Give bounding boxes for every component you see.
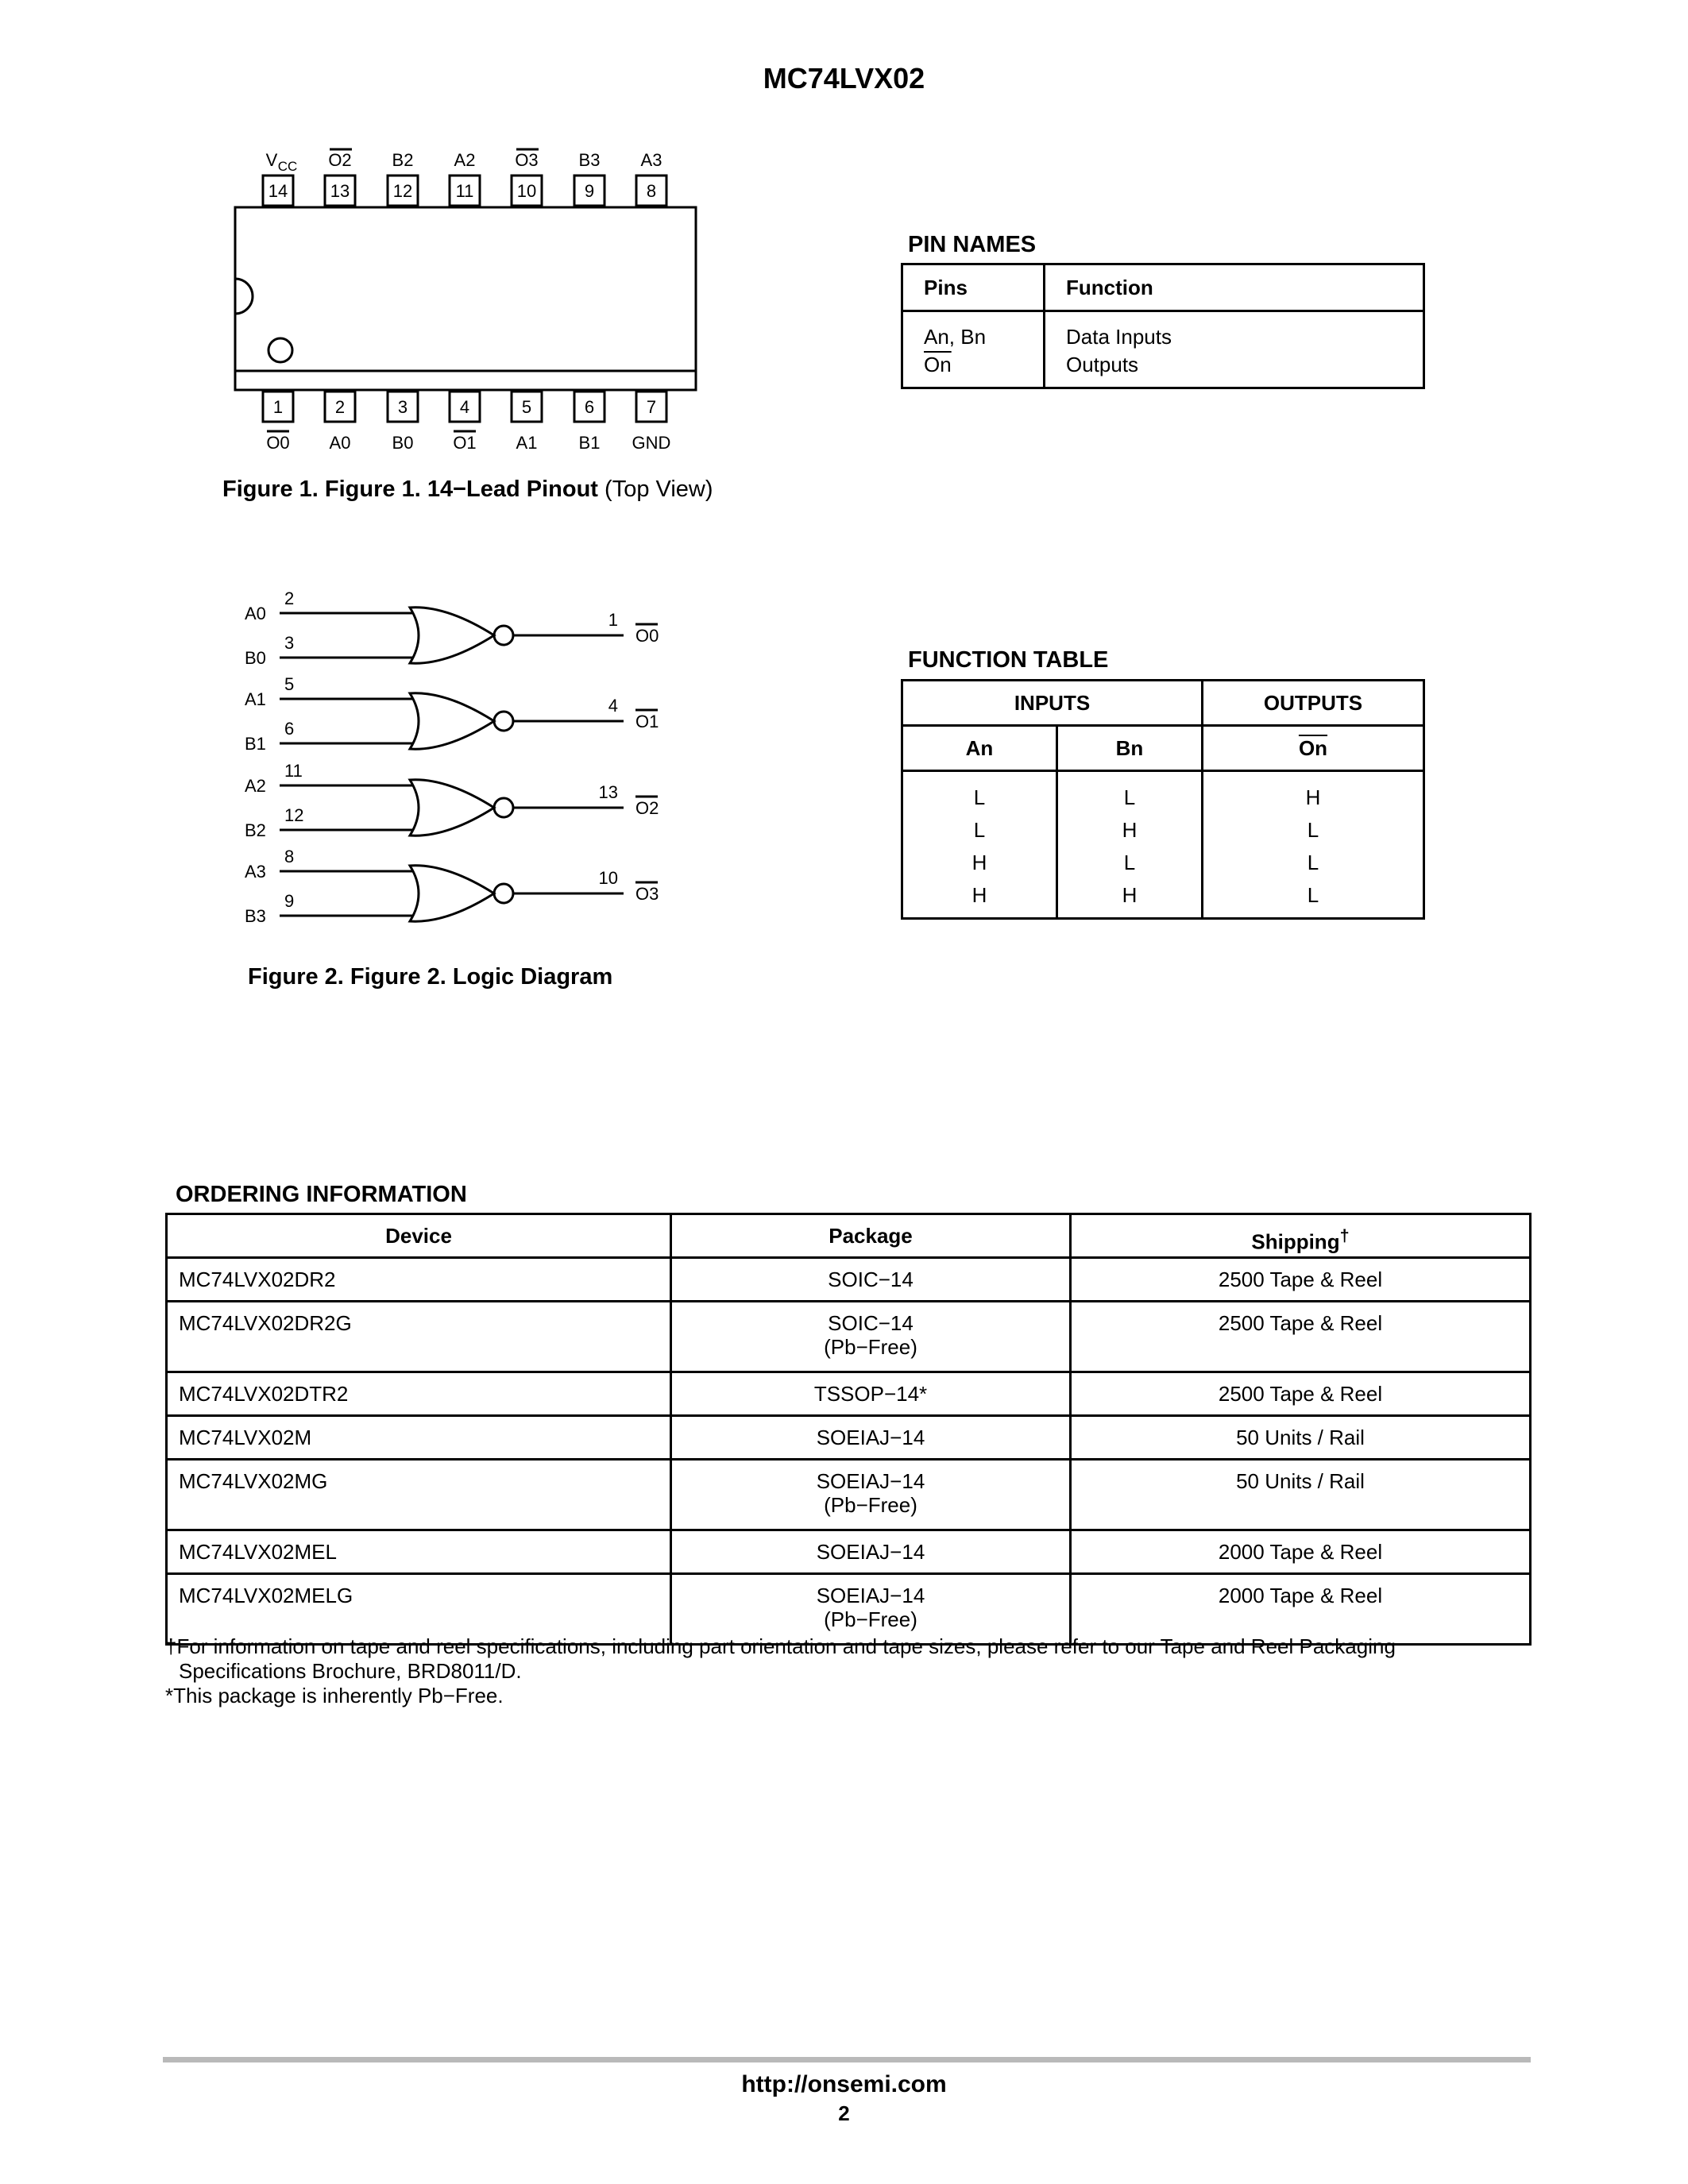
pinout-diagram [222, 139, 715, 465]
figure2-caption [248, 964, 612, 990]
pin-number: 13 [330, 181, 350, 201]
nor-gate-0 [280, 608, 624, 663]
device-cell: MC74LVX02DR2 [167, 1258, 671, 1302]
function-table-outputs: OUTPUTS [1203, 681, 1424, 726]
truth-value: L [1123, 785, 1136, 809]
pin-label-vcc: V [265, 150, 278, 170]
logic-pin: 10 [598, 868, 618, 888]
logic-diagram [238, 580, 667, 937]
pin-number: 5 [521, 397, 532, 417]
pin-label-o2: O2 [328, 150, 352, 170]
logic-input-b0: B0 [245, 648, 266, 668]
logic-pin: 6 [284, 719, 295, 739]
pin-label-o3: O3 [515, 150, 539, 170]
device-cell: MC74LVX02MELG [167, 1574, 671, 1645]
pin-number: 10 [516, 181, 537, 201]
table-row [167, 1416, 1531, 1460]
function-table-bn-values [1057, 771, 1203, 919]
table-row [167, 1302, 1531, 1372]
logic-pin: 2 [284, 588, 295, 608]
pin-names-row1-pins: An, Bn [924, 325, 987, 349]
pin-number: 2 [334, 397, 346, 417]
logic-pin: 4 [608, 696, 618, 716]
pin-label-b2: B2 [392, 150, 414, 170]
logic-input-a1: A1 [245, 689, 266, 709]
package-name: SOEIAJ−14 [816, 1540, 925, 1564]
function-table-on-values [1203, 771, 1424, 919]
table-row [167, 1530, 1531, 1574]
package-cell [671, 1302, 1071, 1372]
logic-pin: 8 [284, 847, 295, 866]
footnote-tape-reel: †For information on tape and reel specifications, including part orientation and tape sizes, please refer to our Tape and Reel Packaging [165, 1634, 1396, 1658]
device-cell: MC74LVX02DTR2 [167, 1372, 671, 1416]
shipping-cell: 2000 Tape & Reel [1071, 1530, 1531, 1574]
logic-input-b3: B3 [245, 906, 266, 926]
truth-value: H [971, 851, 987, 874]
pin-number: 9 [584, 181, 595, 201]
ordering-col-device: Device [167, 1214, 671, 1258]
shipping-cell: 2500 Tape & Reel [1071, 1372, 1531, 1416]
ordering-table [165, 1213, 1532, 1646]
logic-pin: 12 [284, 805, 304, 825]
pin1-notch [235, 279, 253, 314]
logic-pin: 1 [608, 610, 618, 630]
truth-value: H [1122, 818, 1138, 842]
page-title: MC74LVX02 [763, 62, 925, 95]
truth-value: L [1307, 851, 1319, 874]
pin-names-table [901, 263, 1425, 389]
ordering-footnotes [165, 1634, 1532, 1708]
table-row [167, 1258, 1531, 1302]
package-note: (Pb−Free) [824, 1493, 917, 1517]
function-table-inputs: INPUTS [902, 681, 1203, 726]
pin-label-gnd: GND [632, 433, 671, 453]
pin-label-a3: A3 [640, 150, 662, 170]
figure1-caption-title: Figure 1. Figure 1. 14−Lead Pinout [222, 477, 598, 502]
shipping-cell: 2500 Tape & Reel [1071, 1302, 1531, 1372]
package-name: TSSOP−14* [813, 1382, 928, 1406]
pin-names-row2-pins: $\overline{On}$ [924, 353, 952, 376]
device-cell: MC74LVX02MG [167, 1460, 671, 1530]
table-row [167, 1372, 1531, 1416]
pin-names-function-cell [1045, 311, 1424, 388]
logic-input-a2: A2 [245, 776, 266, 796]
truth-value: H [1305, 785, 1321, 809]
pin-number: 6 [584, 397, 595, 417]
function-table-an-values [902, 771, 1057, 919]
footer-url[interactable]: http://onsemi.com [741, 2071, 947, 2097]
pin-label-a2: A2 [454, 150, 476, 170]
pin-names-heading: PIN NAMES [908, 232, 1037, 257]
truth-value: H [971, 883, 987, 907]
nor-gate-3 [280, 866, 624, 921]
function-table-col-bn: Bn [1057, 726, 1203, 771]
ordering-col-shipping-label: Shipping [1251, 1229, 1340, 1254]
figure2-caption-title: Figure 2. Figure 2. Logic Diagram [248, 964, 613, 990]
package-note: (Pb−Free) [824, 1335, 917, 1359]
package-name: SOIC−14 [828, 1311, 914, 1335]
logic-input-b1: B1 [245, 734, 266, 754]
package-name: SOIC−14 [828, 1268, 914, 1291]
pin-number: 3 [397, 397, 408, 417]
package-cell [671, 1416, 1071, 1460]
logic-pin: 5 [284, 674, 295, 694]
package-name: SOEIAJ−14 [816, 1584, 925, 1607]
truth-value: L [973, 818, 986, 842]
shipping-cell: 2500 Tape & Reel [1071, 1258, 1531, 1302]
ordering-heading: ORDERING INFORMATION [176, 1182, 467, 1207]
logic-pin: 13 [598, 782, 618, 802]
pin-number: 8 [646, 181, 657, 201]
logic-output-o1: O1 [635, 712, 659, 731]
footnote-pb-free: *This package is inherently Pb−Free. [165, 1684, 504, 1707]
pin-names-row2-function: Outputs [1066, 353, 1139, 376]
logic-output-o3: O3 [635, 884, 659, 904]
package-name: SOEIAJ−14 [816, 1426, 925, 1449]
logic-pin: 11 [284, 761, 303, 781]
package-name: SOEIAJ−14 [816, 1469, 925, 1493]
pin-label-o0: O0 [266, 433, 290, 453]
page-number: 2 [838, 2101, 850, 2125]
pin-number: 14 [268, 181, 288, 201]
function-table-col-on: $\overline{On}$ [1203, 726, 1424, 771]
figure1-caption-view: (Top View) [605, 477, 713, 502]
logic-output-o2: O2 [635, 798, 659, 818]
logic-output-o0: O0 [635, 626, 659, 646]
shipping-cell: 2000 Tape & Reel [1071, 1574, 1531, 1645]
pin1-dot [268, 338, 292, 362]
package-cell [671, 1460, 1071, 1530]
footer-divider [163, 2057, 1531, 2062]
pin-names-col-pins: Pins [902, 264, 1045, 311]
pin-names-row1-function: Data Inputs [1066, 325, 1172, 349]
pin-label-o1: O1 [453, 433, 477, 453]
device-cell: MC74LVX02MEL [167, 1530, 671, 1574]
ic-package-body [235, 207, 696, 390]
device-cell: MC74LVX02M [167, 1416, 671, 1460]
pin-label-a1: A1 [516, 433, 538, 453]
pin-label-vcc-sub: CC [277, 159, 298, 174]
table-row [167, 1460, 1531, 1530]
truth-value: L [1307, 883, 1319, 907]
pin-number: 12 [392, 181, 413, 201]
pin-label-a0: A0 [329, 433, 351, 453]
truth-value: L [1307, 818, 1319, 842]
pin-number: 7 [646, 397, 657, 417]
nor-gate-2 [280, 780, 624, 835]
shipping-cell: 50 Units / Rail [1071, 1416, 1531, 1460]
logic-input-a0: A0 [245, 604, 266, 623]
function-table [901, 679, 1425, 920]
package-note: (Pb−Free) [824, 1607, 917, 1631]
shipping-cell: 50 Units / Rail [1071, 1460, 1531, 1530]
truth-value: L [973, 785, 986, 809]
pin-names-col-function: Function [1045, 264, 1424, 311]
ordering-col-shipping [1071, 1214, 1531, 1258]
package-cell [671, 1372, 1071, 1416]
pin-label-b3: B3 [578, 150, 601, 170]
truth-value: H [1122, 883, 1138, 907]
pin-label-b0: B0 [392, 433, 414, 453]
pin-number: 1 [272, 397, 284, 417]
figure1-caption [222, 477, 713, 503]
truth-value: L [1123, 851, 1136, 874]
pin-number: 11 [455, 181, 474, 201]
pin-names-pins-cell [902, 311, 1045, 388]
function-table-col-an: An [902, 726, 1057, 771]
footnote-tape-reel-cont: Specifications Brochure, BRD8011/D. [179, 1659, 522, 1683]
ordering-col-package: Package [671, 1214, 1071, 1258]
package-cell [671, 1530, 1071, 1574]
logic-pin: 9 [284, 891, 295, 911]
device-cell: MC74LVX02DR2G [167, 1302, 671, 1372]
logic-pin: 3 [284, 633, 295, 653]
pin-number: 4 [459, 397, 470, 417]
pin-label-b1: B1 [578, 433, 601, 453]
package-cell [671, 1258, 1071, 1302]
nor-gate-1 [280, 693, 624, 749]
logic-input-a3: A3 [245, 862, 266, 882]
dagger-mark: † [1339, 1225, 1350, 1245]
function-table-heading: FUNCTION TABLE [908, 647, 1109, 673]
logic-input-b2: B2 [245, 820, 266, 840]
